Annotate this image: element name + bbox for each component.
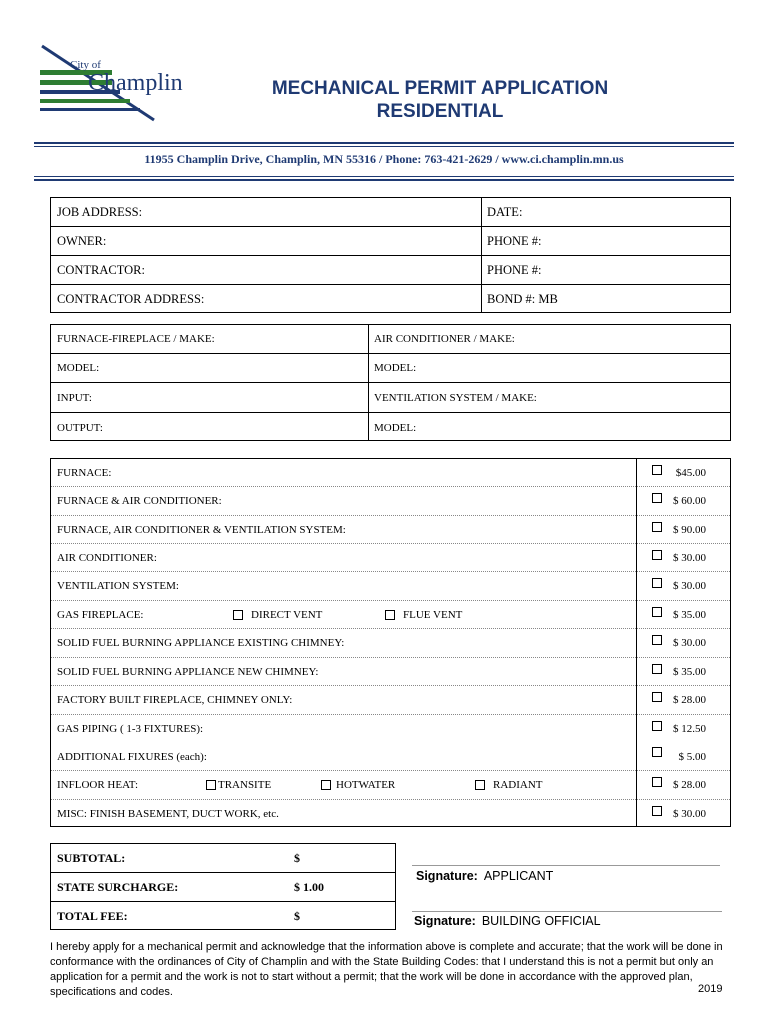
fee-checkbox[interactable] [652,522,662,532]
subtotal-row [51,844,395,873]
fee-row-ac [51,544,730,572]
signature-label: Signature: [416,869,478,883]
header-rule-top [34,142,734,144]
hotwater-label: HOTWATER [336,779,396,791]
transite-checkbox[interactable] [206,780,216,790]
fee-label: FURNACE & AIR CONDITIONER: [57,495,222,507]
applicant-signature [416,869,553,883]
fee-price: $ 30.00 [673,551,706,564]
ac-make-field[interactable]: AIR CONDITIONER / MAKE: [374,333,515,345]
fee-checkbox[interactable] [652,578,662,588]
fee-checkbox[interactable] [652,550,662,560]
fee-price: $ 60.00 [673,495,706,507]
direct-vent-label: DIRECT VENT [251,608,323,621]
equipment-row [51,413,730,442]
flue-vent-checkbox[interactable] [385,610,395,620]
fee-label: FACTORY BUILT FIREPLACE, CHIMNEY ONLY: [57,694,293,706]
surcharge-row [51,873,395,902]
job-row [51,256,730,285]
ventilation-make-field[interactable]: VENTILATION SYSTEM / MAKE: [374,391,537,404]
fee-price: $ 35.00 [673,665,706,678]
fee-row-additional-fixtures [51,743,730,771]
equipment-row [51,325,730,354]
fee-price: $ 5.00 [678,750,706,763]
surcharge-label: STATE SURCHARGE: [57,879,179,894]
fee-checkbox[interactable] [652,635,662,645]
date-field[interactable]: DATE: [487,204,523,219]
radiant-checkbox[interactable] [475,780,485,790]
owner-field[interactable]: OWNER: [57,233,107,248]
fee-row-gas-piping [51,715,730,743]
fee-price: $ 30.00 [673,580,706,592]
fee-checkbox[interactable] [652,777,662,787]
ac-model-field[interactable]: MODEL: [374,362,417,374]
job-row [51,285,730,314]
header-rule-top-thin [34,146,734,147]
transite-option[interactable] [206,771,271,799]
fee-checkbox[interactable] [652,806,662,816]
flue-vent-option[interactable] [385,601,462,628]
fee-label: VENTILATION SYSTEM: [57,580,179,592]
subtotal-label: SUBTOTAL: [57,850,126,865]
bond-field[interactable]: BOND #: MB [487,292,558,306]
signature-label: Signature: [414,914,476,928]
furnace-make-field[interactable]: FURNACE-FIREPLACE / MAKE: [57,333,215,345]
page-title-line2: RESIDENTIAL [376,101,504,122]
direct-vent-option[interactable] [233,601,322,628]
contractor-phone-field[interactable]: PHONE #: [487,262,542,277]
equipment-row [51,354,730,383]
fee-label: SOLID FUEL BURNING APPLIANCE EXISTING CHIMNEY: [57,637,345,649]
fee-label: ADDITIONAL FIXURES (each): [57,750,207,763]
fee-label: GAS PIPING ( 1-3 FIXTURES): [57,723,204,735]
fee-checkbox[interactable] [652,607,662,617]
fee-row-furnace-ac-vent [51,516,730,544]
fee-row-furnace [51,459,730,487]
official-signature [414,914,601,928]
fee-label: FURNACE, AIR CONDITIONER & VENTILATION SYSTEM: [57,523,346,536]
city-of-champlin-logo [34,44,204,126]
fee-label: MISC: FINISH BASEMENT, DUCT WORK, etc. [57,808,279,820]
fee-row-solid-fuel-existing [51,629,730,658]
header-rule-bottom-thin [34,176,734,177]
furnace-model-field[interactable]: MODEL: [57,362,100,374]
transite-label: TRANSITE [218,779,272,791]
applicant-label: APPLICANT [483,869,554,883]
input-field[interactable]: INPUT: [57,391,92,404]
fee-price: $ 90.00 [673,523,706,536]
totals-table [50,843,396,930]
fee-row-factory-fireplace [51,686,730,715]
fee-label: INFLOOR HEAT: [57,779,139,791]
fee-checkbox[interactable] [652,747,662,757]
fee-checkbox[interactable] [652,664,662,674]
radiant-option[interactable] [475,771,543,799]
hotwater-option[interactable] [321,771,395,799]
city-address-line: 11955 Champlin Drive, Champlin, MN 55316 / Phone: 763-421-2629 / www.ci.champlin.mn.us [144,152,624,166]
owner-phone-field[interactable]: PHONE #: [487,233,542,248]
fee-label: FURNACE: [57,466,112,479]
disclaimer-text: I hereby apply for a mechanical permit and acknowledge that the information above is complete and accurate; that the work will be done in conformance with the ordinances of City of Champlin and with the State Building Codes: that I understand this is not a permit but only an application for a permit and the work is not to start without a permit; that the work will be done in accordance with the approved plan, specifications and codes. [50,941,723,998]
fee-price: $ 30.00 [673,637,706,649]
fee-price: $ 28.00 [673,779,706,791]
equipment-row [51,383,730,413]
logo-city-of-text: City of [70,59,101,71]
form-year: 2019 [698,983,723,995]
fee-label: GAS FIREPLACE: [57,608,144,621]
fee-checkbox[interactable] [652,721,662,731]
fee-label: SOLID FUEL BURNING APPLIANCE NEW CHIMNEY: [57,665,319,678]
job-row [51,198,730,227]
flue-vent-label: FLUE VENT [403,608,463,621]
total-fee-label: TOTAL FEE: [57,909,128,923]
fee-row-infloor-heat [51,771,730,800]
job-row [51,227,730,256]
subtotal-value[interactable]: $ [294,850,300,865]
fee-price: $ 28.00 [673,694,706,706]
output-field[interactable]: OUTPUT: [57,421,103,434]
ventilation-model-field[interactable]: MODEL: [374,421,417,434]
fee-schedule-table [50,458,731,827]
logo-champlin-text: Champlin [88,70,183,96]
fee-price: $ 30.00 [673,808,706,820]
official-label: BUILDING OFFICIAL [481,914,601,928]
fee-row-gas-fireplace [51,601,730,629]
official-signature-line[interactable] [412,911,722,912]
fee-price: $ 35.00 [673,608,706,621]
fee-row-solid-fuel-new [51,658,730,686]
fee-checkbox[interactable] [652,692,662,702]
total-fee-row [51,902,395,931]
total-fee-value[interactable]: $ [294,909,300,923]
header-rule-bottom [34,179,734,181]
job-info-table [50,197,731,313]
fee-price: $45.00 [675,466,706,479]
job-address-field[interactable]: JOB ADDRESS: [57,204,143,219]
fee-checkbox[interactable] [652,493,662,503]
applicant-signature-line[interactable] [412,865,720,866]
fee-row-furnace-ac [51,487,730,516]
fee-row-misc [51,800,730,828]
direct-vent-checkbox[interactable] [233,610,243,620]
hotwater-checkbox[interactable] [321,780,331,790]
contractor-address-field[interactable]: CONTRACTOR ADDRESS: [57,292,205,306]
page-title-line1: MECHANICAL PERMIT APPLICATION [271,78,609,99]
fee-checkbox[interactable] [652,465,662,475]
surcharge-value: $ 1.00 [294,879,324,894]
equipment-table [50,324,731,441]
radiant-label: RADIANT [493,779,543,791]
contractor-field[interactable]: CONTRACTOR: [57,262,145,277]
fee-label: AIR CONDITIONER: [57,551,157,564]
fee-row-ventilation [51,572,730,601]
fee-price: $ 12.50 [673,723,706,735]
